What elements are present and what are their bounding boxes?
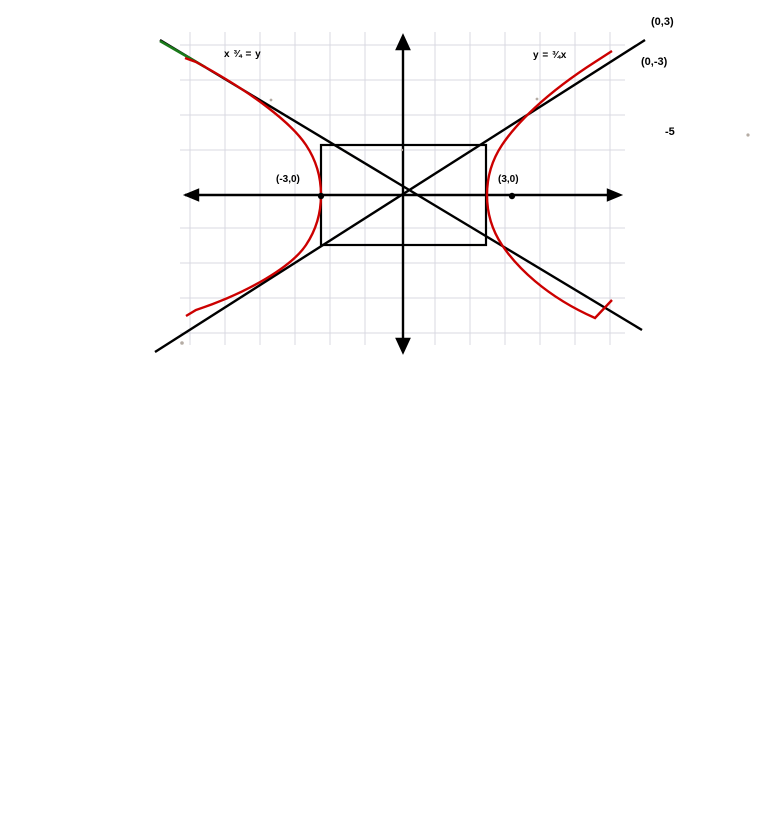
label-asymptote-right-equation: y = ¾x bbox=[533, 50, 567, 61]
vertex-left-dot bbox=[318, 193, 324, 199]
label-vertex-right: (3,0) bbox=[498, 174, 519, 185]
label-co-vertex-bottom: (0,-3) bbox=[641, 56, 668, 68]
hyperbola-left-upper bbox=[185, 58, 321, 195]
label-co-vertex-top: (0,3) bbox=[651, 16, 674, 28]
y-axis-arrow-up bbox=[397, 36, 409, 49]
x-axis-arrow-left bbox=[186, 190, 198, 200]
x-axis-arrow-right bbox=[608, 190, 620, 200]
label-tick-minus-five: -5 bbox=[665, 126, 675, 138]
vertex-right-dot bbox=[509, 193, 515, 199]
y-axis-arrow-down bbox=[397, 339, 409, 352]
label-vertex-left: (-3,0) bbox=[276, 174, 300, 185]
label-asymptote-left-equation: x ¾ = y bbox=[224, 49, 262, 60]
